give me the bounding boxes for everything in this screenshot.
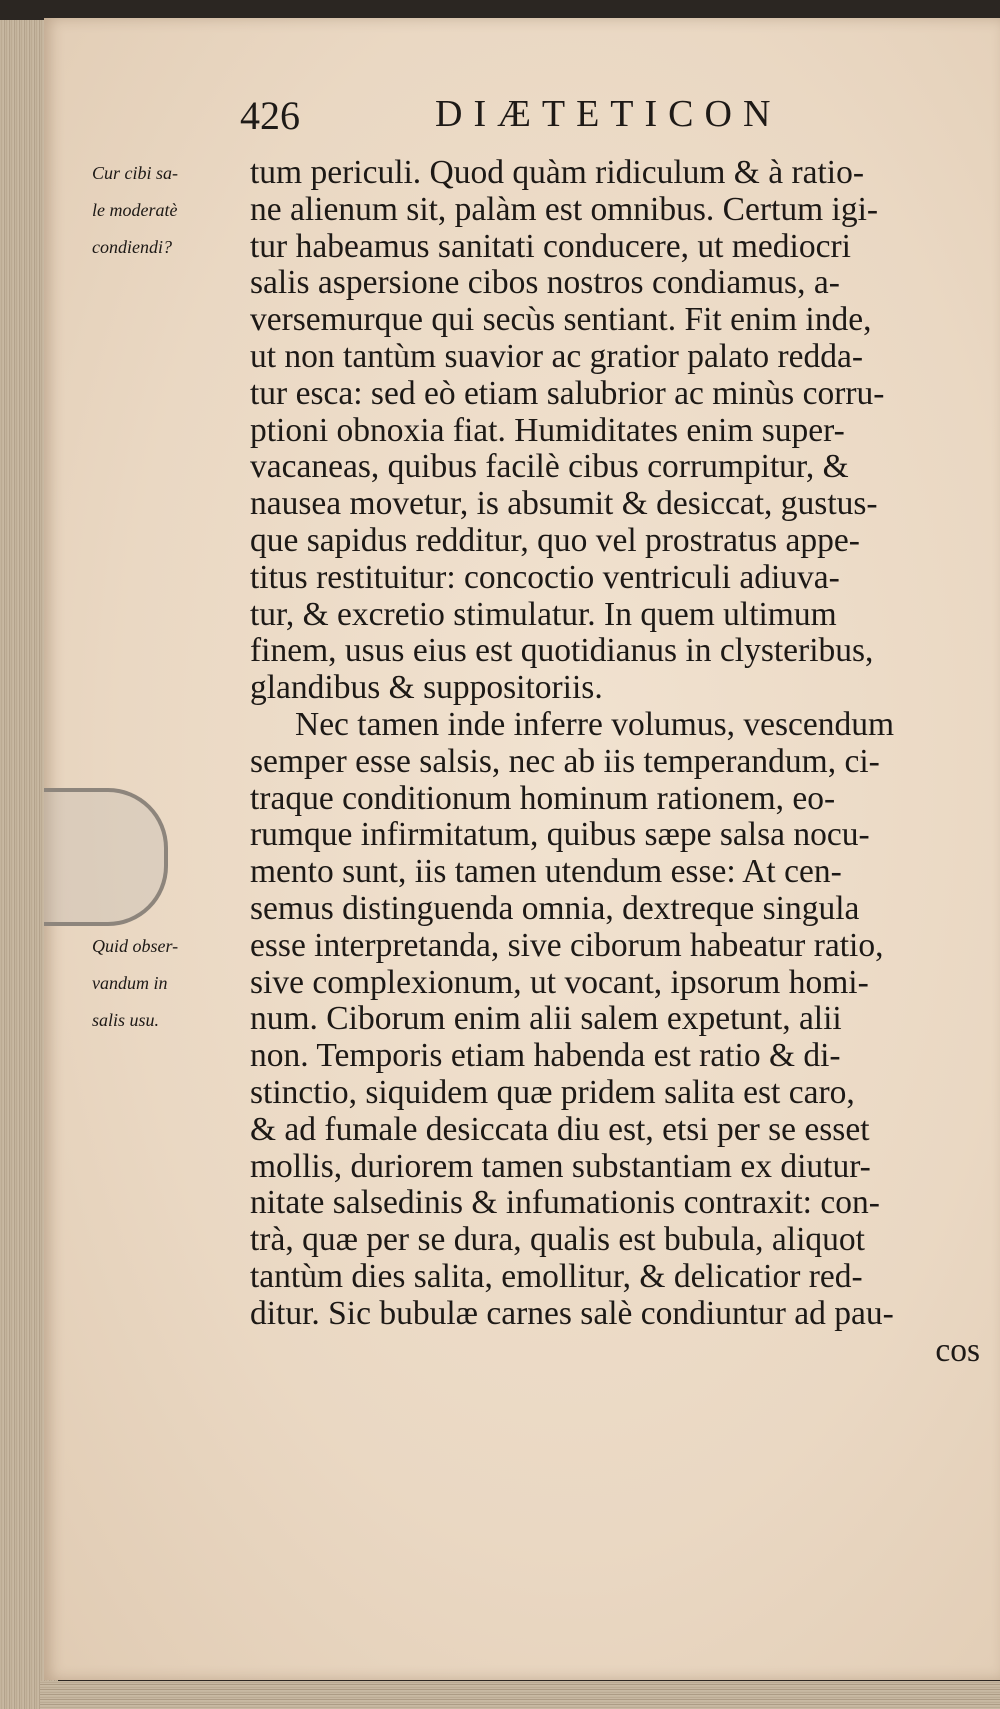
running-title: DIÆTETICON bbox=[435, 93, 782, 135]
text-line: glandibus & suppositoriis. bbox=[250, 669, 603, 707]
text-line: tantùm dies salita, emollitur, & delicatior red- bbox=[250, 1257, 863, 1295]
catchword: cos bbox=[935, 1331, 980, 1369]
text-line: salis aspersione cibos nostros condiamus, a- bbox=[250, 264, 840, 302]
margin-note-salt-seasoning bbox=[92, 155, 252, 265]
text-line: semus distinguenda omnia, dextreque singula bbox=[250, 889, 860, 927]
book-bottom-edges bbox=[40, 1681, 1000, 1709]
bookmark-ribbon bbox=[44, 788, 168, 926]
text-line: versemurque qui secùs sentiant. Fit enim inde, bbox=[250, 301, 872, 339]
page-number: 426 bbox=[240, 93, 300, 138]
text-line: ditur. Sic bubulæ carnes salè condiuntur ad pau- bbox=[250, 1294, 894, 1332]
text-line: nausea movetur, is absumit & desiccat, gustus- bbox=[250, 485, 878, 523]
text-line: tur, & excretio stimulatur. In quem ultimum bbox=[250, 595, 837, 633]
margin-note-line: Quid obser- bbox=[92, 936, 179, 956]
text-line: non. Temporis etiam habenda est ratio & di- bbox=[250, 1037, 841, 1075]
text-line: mollis, duriorem tamen substantiam ex diutur- bbox=[250, 1147, 871, 1185]
text-line: tum periculi. Quod quàm ridiculum & à ratio- bbox=[250, 154, 865, 191]
text-line: titus restituitur: concoctio ventriculi adiuva- bbox=[250, 558, 840, 596]
margin-note-line: Cur cibi sa- bbox=[92, 163, 179, 183]
text-line: stinctio, siquidem quæ pridem salita est caro, bbox=[250, 1073, 855, 1111]
margin-note-line: condiendi? bbox=[92, 236, 172, 257]
text-line: ptioni obnoxia fiat. Humiditates enim super- bbox=[250, 411, 845, 449]
text-line: finem, usus eius est quotidianus in clysteribus, bbox=[250, 632, 874, 670]
text-line: traque conditionum hominum rationem, eo- bbox=[250, 779, 836, 817]
margin-note-salt-use bbox=[92, 928, 252, 1038]
text-line: num. Ciborum enim alii salem expetunt, alii bbox=[250, 1000, 842, 1038]
text-line: tur esca: sed eò etiam salubrior ac minùs corru- bbox=[250, 374, 885, 412]
text-line: rumque infirmitatum, quibus sæpe salsa nocu- bbox=[250, 816, 870, 854]
text-line: & ad fumale desiccata diu est, etsi per se esset bbox=[250, 1110, 870, 1148]
margin-note-line: le moderatè bbox=[92, 199, 178, 220]
margin-note-line: salis usu. bbox=[92, 1009, 160, 1030]
body-text bbox=[250, 155, 980, 1369]
page-header bbox=[240, 92, 800, 142]
paragraph-start-line: Nec tamen inde inferre volumus, vescendum bbox=[295, 705, 895, 743]
text-line: nitate salsedinis & infumationis contraxit: con- bbox=[250, 1184, 880, 1222]
text-line: trà, quæ per se dura, qualis est bubula, aliquot bbox=[250, 1221, 865, 1259]
text-line: ne alienum sit, palàm est omnibus. Certum igi- bbox=[250, 190, 879, 228]
text-line: semper esse salsis, nec ab iis temperandum, ci- bbox=[250, 742, 880, 780]
margin-note-line: vandum in bbox=[92, 972, 168, 993]
text-line: mento sunt, iis tamen utendum esse: At cen- bbox=[250, 853, 842, 891]
text-line: esse interpretanda, sive ciborum habeatur ratio, bbox=[250, 926, 884, 964]
text-line: vacaneas, quibus facilè cibus corrumpitur, & bbox=[250, 448, 849, 486]
text-line: sive complexionum, ut vocant, ipsorum homi- bbox=[250, 963, 869, 1001]
text-line: ut non tantùm suavior ac gratior palato redda- bbox=[250, 337, 864, 375]
text-line: tur habeamus sanitati conducere, ut mediocri bbox=[250, 227, 851, 265]
text-line: que sapidus redditur, quo vel prostratus appe- bbox=[250, 521, 860, 559]
